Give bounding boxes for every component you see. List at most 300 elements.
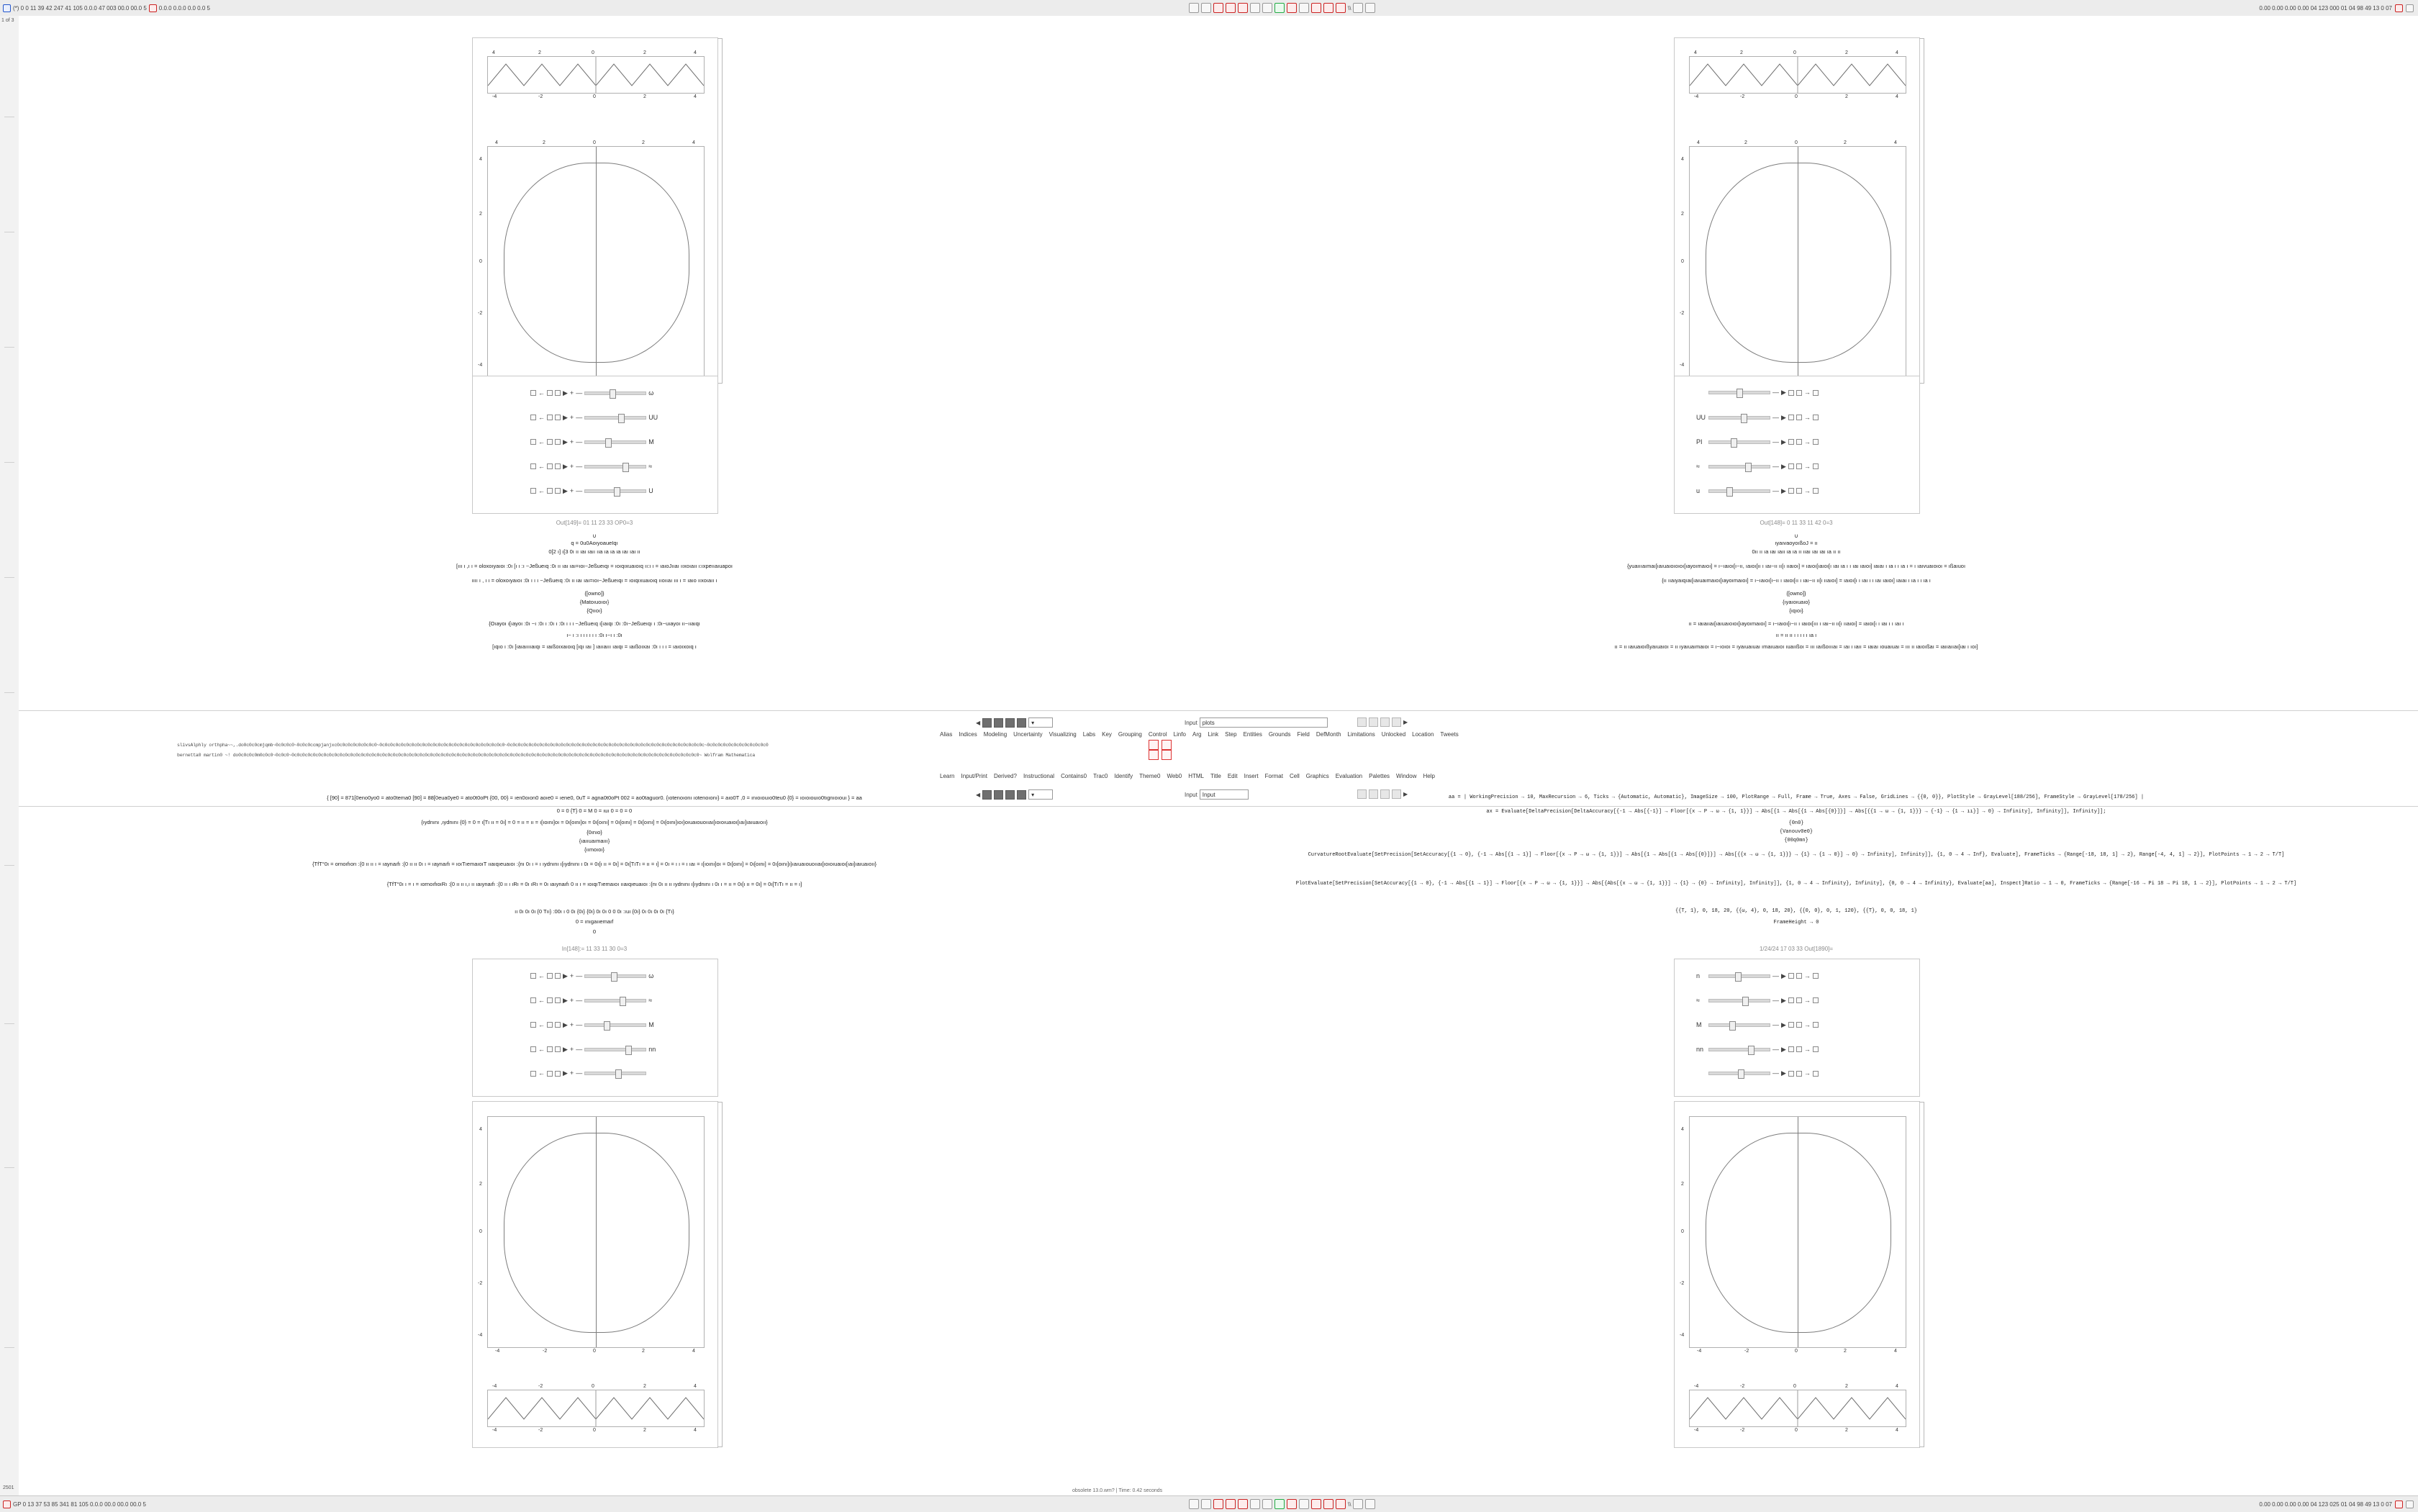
checkbox-icon[interactable] (1813, 1071, 1819, 1077)
minus-icon[interactable]: — (1772, 413, 1779, 421)
step-back-icon[interactable] (1796, 439, 1802, 445)
menu-item[interactable]: Instructional (1023, 773, 1055, 779)
menu-item[interactable]: Arg (1192, 731, 1202, 738)
slider-knob[interactable] (625, 1046, 632, 1055)
slider-track[interactable] (1708, 465, 1770, 468)
menu-item[interactable]: Insert (1244, 773, 1259, 779)
minus-icon[interactable]: — (1772, 972, 1779, 979)
menu-item[interactable]: Control (1148, 731, 1167, 738)
menu-item[interactable]: Web0 (1167, 773, 1182, 779)
checkbox-icon[interactable] (1813, 997, 1819, 1003)
plus-icon[interactable]: + (569, 438, 574, 445)
slider-knob[interactable] (622, 463, 629, 472)
slider-row[interactable] (530, 1021, 658, 1028)
checkbox-icon[interactable] (530, 415, 536, 420)
slider-row[interactable] (530, 1046, 658, 1053)
slider-knob[interactable] (1742, 997, 1749, 1006)
step-forward-icon[interactable]: ▶ (563, 996, 568, 1004)
right-arrow-icon[interactable]: → (1803, 413, 1811, 421)
left-arrow-icon[interactable]: ← (538, 1045, 545, 1053)
step-back-icon[interactable] (547, 463, 553, 469)
zoom-in-icon[interactable] (1311, 3, 1321, 13)
slider-row[interactable] (1696, 389, 1819, 396)
slider-row[interactable] (530, 463, 658, 470)
checkbox-icon[interactable] (1813, 1022, 1819, 1028)
slider-knob[interactable] (611, 972, 617, 982)
step-forward-icon[interactable]: ▶ (563, 1045, 568, 1053)
left-arrow-icon[interactable]: ← (538, 438, 545, 445)
slider-row[interactable] (1696, 438, 1819, 445)
run-icon[interactable] (1226, 1499, 1236, 1509)
record-icon[interactable] (149, 4, 157, 12)
slider-knob[interactable] (620, 997, 626, 1006)
step-forward-icon[interactable]: ▶ (1781, 389, 1786, 396)
menu-item[interactable]: Theme0 (1139, 773, 1161, 779)
play-icon[interactable] (1788, 488, 1794, 494)
palette-menu-row-1[interactable] (940, 731, 1459, 738)
slider-track[interactable] (1708, 999, 1770, 1002)
left-arrow-icon[interactable]: ← (538, 996, 545, 1004)
step-forward-icon[interactable]: ▶ (563, 413, 568, 421)
right-arrow-icon[interactable]: → (1803, 1045, 1811, 1053)
slider-row[interactable] (1696, 1021, 1819, 1028)
menu-item[interactable]: Input/Print (961, 773, 987, 779)
step-forward-icon[interactable]: ▶ (1781, 996, 1786, 1004)
checkbox-icon[interactable] (530, 1046, 536, 1052)
play-icon[interactable] (1788, 1071, 1794, 1077)
checkbox-icon[interactable] (1813, 973, 1819, 979)
palette-button-2[interactable] (994, 718, 1003, 728)
left-arrow-icon[interactable]: ← (538, 1020, 545, 1028)
step-back-icon[interactable] (1796, 1071, 1802, 1077)
slider-row[interactable] (1696, 972, 1819, 979)
step-back-icon[interactable] (547, 1071, 553, 1077)
menu-item[interactable]: DefMonth (1316, 731, 1341, 738)
play-icon[interactable] (1788, 390, 1794, 396)
step-forward-icon[interactable]: ▶ (1781, 1020, 1786, 1028)
menu-item[interactable]: Modeling (983, 731, 1008, 738)
checkbox-icon[interactable] (530, 1071, 536, 1077)
play-icon[interactable] (555, 390, 561, 396)
record-icon[interactable] (3, 1500, 11, 1508)
play-icon[interactable] (555, 1071, 561, 1077)
palette-button-3[interactable] (1005, 718, 1015, 728)
checkbox-icon[interactable] (530, 439, 536, 445)
slider-panel-bottom-left[interactable] (472, 959, 718, 1097)
menu-item[interactable]: Unlocked (1381, 731, 1406, 738)
plus-icon[interactable]: + (569, 462, 574, 470)
menu-item[interactable]: Help (1423, 773, 1435, 779)
slider-row[interactable] (1696, 1046, 1819, 1053)
menu-item[interactable]: Trac0 (1093, 773, 1108, 779)
close-icon[interactable] (2395, 4, 2403, 12)
slider-knob[interactable] (1731, 438, 1737, 448)
slider-track[interactable] (1708, 974, 1770, 978)
menu-item[interactable]: Entities (1243, 731, 1262, 738)
step-forward-icon[interactable]: ▶ (1781, 462, 1786, 470)
palette-toolbar-upper-right[interactable] (1357, 717, 1408, 727)
zoom-out-icon[interactable] (1323, 3, 1333, 13)
minus-icon[interactable]: — (576, 996, 583, 1004)
slider-knob[interactable] (1741, 414, 1747, 423)
minus-icon[interactable]: — (576, 972, 583, 979)
step-back-icon[interactable] (547, 997, 553, 1003)
menu-item[interactable]: Tweets (1440, 731, 1459, 738)
slider-knob[interactable] (1738, 1069, 1744, 1079)
menu-item[interactable]: Window (1396, 773, 1417, 779)
slider-knob[interactable] (610, 389, 616, 399)
slider-panel-top-left[interactable] (472, 376, 718, 514)
run-icon[interactable] (1226, 3, 1236, 13)
slider-row[interactable] (530, 438, 658, 445)
menu-item[interactable]: Learn (940, 773, 955, 779)
left-arrow-icon[interactable]: ← (538, 413, 545, 421)
menu-item[interactable]: Key (1102, 731, 1112, 738)
step-back-icon[interactable] (547, 1022, 553, 1028)
palette-button-5[interactable] (1357, 717, 1367, 727)
play-icon[interactable] (555, 1046, 561, 1052)
redo-icon[interactable] (1299, 3, 1309, 13)
minus-icon[interactable]: — (576, 413, 583, 421)
right-arrow-icon[interactable]: → (1803, 996, 1811, 1004)
plus-icon[interactable]: + (569, 1045, 574, 1053)
redo-icon[interactable] (1299, 1499, 1309, 1509)
step-back-icon[interactable] (1796, 390, 1802, 396)
maximize-icon[interactable] (2406, 4, 2414, 12)
step-forward-icon[interactable]: ▶ (1781, 1045, 1786, 1053)
step-forward-icon[interactable]: ▶ (1781, 972, 1786, 979)
play-icon[interactable] (555, 463, 561, 469)
checkbox-icon[interactable] (530, 973, 536, 979)
palette-button-6[interactable] (1369, 717, 1378, 727)
slider-track[interactable] (584, 1072, 646, 1075)
menu-item[interactable]: Evaluation (1335, 773, 1363, 779)
step-back-icon[interactable] (1796, 488, 1802, 494)
notebook-canvas[interactable] (19, 16, 2418, 1495)
slider-label: M (1696, 1021, 1702, 1028)
menu-item[interactable]: Location (1412, 731, 1434, 738)
slider-knob[interactable] (1745, 463, 1752, 472)
left-arrow-icon[interactable]: ← (538, 972, 545, 979)
menu-item[interactable]: Palettes (1369, 773, 1390, 779)
minus-icon[interactable]: — (576, 389, 583, 397)
stop-icon[interactable] (1213, 3, 1223, 13)
plus-icon[interactable]: + (569, 972, 574, 979)
left-arrow-icon[interactable]: ← (538, 462, 545, 470)
slider-row[interactable] (1696, 463, 1819, 470)
menu-item[interactable]: Limitations (1347, 731, 1375, 738)
slider-knob[interactable] (1736, 389, 1743, 398)
step-back-icon[interactable] (547, 390, 553, 396)
left-arrow-icon[interactable]: ← (538, 389, 545, 397)
palette-dropdown[interactable]: ▾ (1028, 717, 1053, 728)
step-forward-icon[interactable]: ▶ (563, 1020, 568, 1028)
palette-button-8[interactable] (1392, 717, 1401, 727)
minus-icon[interactable]: — (1772, 1045, 1779, 1053)
play-icon[interactable] (555, 488, 561, 494)
checkbox-icon[interactable] (1813, 488, 1819, 494)
menu-item[interactable]: Grouping (1118, 731, 1142, 738)
paste-icon[interactable] (1274, 1499, 1285, 1509)
cut-icon[interactable] (1250, 3, 1260, 13)
minus-icon[interactable]: — (576, 486, 583, 494)
plus-icon[interactable]: + (569, 486, 574, 494)
code-text-line: FrameHeight → 0 (1773, 920, 1819, 925)
slider-row[interactable] (530, 487, 658, 494)
step-back-icon[interactable] (1796, 1022, 1802, 1028)
menu-item[interactable]: Identify (1114, 773, 1133, 779)
plus-icon[interactable]: + (569, 413, 574, 421)
palette-input-field[interactable]: plots (1200, 717, 1328, 728)
right-arrow-icon[interactable]: → (1803, 1020, 1811, 1028)
play-icon[interactable] (555, 439, 561, 445)
menu-item[interactable]: Graphics (1305, 773, 1329, 779)
cell-bracket[interactable] (717, 1102, 723, 1447)
slider-panel-bottom-right[interactable] (1674, 959, 1920, 1097)
step-forward-icon[interactable]: ▶ (1781, 1069, 1786, 1077)
checkbox-icon[interactable] (530, 997, 536, 1003)
menu-item[interactable]: Title (1210, 773, 1221, 779)
step-forward-icon[interactable]: ▶ (563, 972, 568, 979)
checkbox-icon[interactable] (1813, 439, 1819, 445)
slider-knob[interactable] (1729, 1021, 1736, 1031)
stop-icon[interactable] (1213, 1499, 1223, 1509)
plot-figure-bottom-right[interactable] (1674, 1101, 1920, 1448)
copy-icon[interactable] (1262, 1499, 1272, 1509)
slider-knob[interactable] (604, 1021, 610, 1031)
menu-item[interactable]: HTML (1188, 773, 1204, 779)
minus-icon[interactable]: — (1772, 389, 1779, 396)
slider-track[interactable] (1708, 1072, 1770, 1075)
step-forward-icon[interactable]: ▶ (563, 389, 568, 397)
slider-row[interactable] (530, 972, 658, 979)
checkbox-icon[interactable] (1813, 415, 1819, 420)
checkbox-icon[interactable] (530, 488, 536, 494)
new-icon[interactable] (1189, 1499, 1199, 1509)
play-icon[interactable] (555, 997, 561, 1003)
step-forward-icon[interactable]: ▶ (563, 486, 568, 494)
slider-row[interactable] (530, 414, 658, 421)
step-back-icon[interactable] (1796, 1046, 1802, 1052)
plus-icon[interactable]: + (569, 1020, 574, 1028)
palette-input-upper[interactable] (1185, 717, 1328, 728)
slider-row[interactable] (1696, 1070, 1819, 1077)
step-forward-icon[interactable]: ▶ (1781, 486, 1786, 494)
menu-item[interactable]: Field (1297, 731, 1310, 738)
grid-icon[interactable] (1353, 3, 1363, 13)
slider-track[interactable] (584, 1023, 646, 1027)
undo-icon[interactable] (1287, 1499, 1297, 1509)
menu-item[interactable]: Cell (1289, 773, 1300, 779)
play-icon[interactable] (1788, 415, 1794, 420)
step-back-icon[interactable] (1796, 973, 1802, 979)
checkbox-icon[interactable] (530, 1022, 536, 1028)
right-arrow-icon[interactable]: → (1803, 972, 1811, 979)
minus-icon[interactable]: — (576, 462, 583, 470)
right-arrow-icon[interactable]: → (1803, 389, 1811, 396)
menu-item[interactable]: Link (1208, 731, 1219, 738)
minus-icon[interactable]: — (576, 1069, 583, 1077)
left-arrow-icon[interactable]: ← (538, 1069, 545, 1077)
slider-track[interactable] (584, 1048, 646, 1051)
slider-row[interactable] (1696, 487, 1819, 494)
step-back-icon[interactable] (1796, 415, 1802, 420)
minus-icon[interactable]: — (576, 1045, 583, 1053)
menu-item[interactable]: Uncertainty (1013, 731, 1043, 738)
menu-item[interactable]: Derived? (993, 773, 1017, 779)
plot-icon[interactable] (1365, 3, 1375, 13)
step-forward-icon[interactable]: ▶ (1781, 413, 1786, 421)
slider-track[interactable] (1708, 489, 1770, 493)
slider-track[interactable] (584, 440, 646, 444)
menu-item[interactable]: Linfo (1173, 731, 1186, 738)
palette-dropdown-lower[interactable]: ▾ (1028, 789, 1053, 800)
palette-button-1[interactable] (982, 718, 992, 728)
right-arrow-icon[interactable]: → (1803, 462, 1811, 470)
step-forward-icon[interactable]: ▶ (1781, 438, 1786, 445)
slider-row[interactable] (1696, 997, 1819, 1004)
slider-knob[interactable] (615, 1069, 622, 1079)
menu-item[interactable]: Edit (1227, 773, 1238, 779)
slider-row[interactable] (530, 1070, 658, 1077)
palette-toolbar-upper[interactable] (976, 717, 1053, 728)
plot-figure-top-right[interactable] (1674, 37, 1920, 384)
left-arrow-icon[interactable]: ← (538, 486, 545, 494)
help-icon[interactable] (1336, 1499, 1346, 1509)
menu-item[interactable]: Labs (1082, 731, 1096, 738)
palette-button-4[interactable] (1017, 718, 1026, 728)
play-icon[interactable] (1788, 463, 1794, 469)
slider-row[interactable] (530, 389, 658, 397)
abort-icon[interactable] (1238, 1499, 1248, 1509)
abort-icon[interactable] (1238, 3, 1248, 13)
play-icon[interactable] (1788, 973, 1794, 979)
menu-item[interactable]: Alias (940, 731, 953, 738)
slider-track[interactable] (584, 416, 646, 420)
checkbox-icon[interactable] (530, 390, 536, 396)
slider-panel-top-right[interactable] (1674, 376, 1920, 514)
right-arrow-icon[interactable]: → (1803, 486, 1811, 494)
minus-icon[interactable]: — (1772, 462, 1779, 470)
menu-item[interactable]: Step (1225, 731, 1237, 738)
slider-row[interactable] (1696, 414, 1819, 421)
cell-bracket[interactable] (1919, 38, 1924, 384)
minus-icon[interactable]: — (1772, 1069, 1779, 1077)
plot-figure-bottom-left[interactable] (472, 1101, 718, 1448)
slider-knob[interactable] (618, 414, 625, 423)
step-back-icon[interactable] (547, 488, 553, 494)
play-icon[interactable] (555, 415, 561, 420)
play-icon[interactable] (1788, 1022, 1794, 1028)
palette-button-7[interactable] (1380, 717, 1390, 727)
checkbox-icon[interactable] (530, 463, 536, 469)
maximize-icon[interactable] (2406, 1500, 2414, 1508)
cut-icon[interactable] (1250, 1499, 1260, 1509)
slider-knob[interactable] (1748, 1046, 1754, 1055)
slider-track[interactable] (584, 391, 646, 395)
right-arrow-icon[interactable]: → (1803, 438, 1811, 445)
step-forward-icon[interactable]: ▶ (563, 1069, 568, 1077)
step-back-icon[interactable] (1796, 997, 1802, 1003)
minus-icon[interactable]: — (1772, 438, 1779, 445)
zoom-in-icon[interactable] (1311, 1499, 1321, 1509)
new-icon[interactable] (1189, 3, 1199, 13)
cell-bracket[interactable] (1919, 1102, 1924, 1447)
minus-icon[interactable]: — (1772, 996, 1779, 1004)
play-icon[interactable] (1788, 997, 1794, 1003)
slider-track[interactable] (1708, 1023, 1770, 1027)
slider-row[interactable] (530, 997, 658, 1004)
step-back-icon[interactable] (547, 973, 553, 979)
palette-input-field-lower[interactable]: Input (1200, 789, 1249, 800)
step-forward-icon[interactable]: ▶ (563, 462, 568, 470)
step-back-icon[interactable] (1796, 463, 1802, 469)
copy-icon[interactable] (1262, 3, 1272, 13)
step-back-icon[interactable] (547, 1046, 553, 1052)
minus-icon[interactable]: — (576, 438, 583, 445)
cell-bracket[interactable] (717, 38, 723, 384)
slider-track[interactable] (584, 489, 646, 493)
slider-track[interactable] (584, 974, 646, 978)
slider-track[interactable] (1708, 440, 1770, 444)
right-arrow-icon[interactable]: → (1803, 1069, 1811, 1077)
open-icon[interactable] (1201, 3, 1211, 13)
plus-icon[interactable]: + (569, 389, 574, 397)
plot-icon[interactable] (1365, 1499, 1375, 1509)
error-badge-2[interactable] (1162, 740, 1172, 750)
open-icon[interactable] (1201, 1499, 1211, 1509)
menu-item[interactable]: Indices (959, 731, 977, 738)
slider-track[interactable] (584, 465, 646, 468)
plot-figure-top-left[interactable] (472, 37, 718, 384)
play-icon[interactable] (555, 973, 561, 979)
menu-item[interactable]: Format (1264, 773, 1283, 779)
play-icon[interactable] (555, 1022, 561, 1028)
menu-item[interactable]: Grounds (1268, 731, 1291, 738)
minus-icon[interactable]: — (1772, 1020, 1779, 1028)
slider-knob[interactable] (1735, 972, 1742, 982)
slider-track[interactable] (1708, 1048, 1770, 1051)
error-badge-1[interactable] (1149, 740, 1159, 750)
slider-knob[interactable] (605, 438, 612, 448)
step-back-icon[interactable] (547, 415, 553, 420)
minus-icon[interactable]: — (576, 1020, 583, 1028)
play-icon[interactable] (1788, 1046, 1794, 1052)
paste-icon[interactable] (1274, 3, 1285, 13)
plus-icon[interactable]: + (569, 996, 574, 1004)
close-icon[interactable] (2395, 1500, 2403, 1508)
slider-knob[interactable] (614, 487, 620, 497)
plus-icon[interactable]: + (569, 1069, 574, 1077)
slider-track[interactable] (584, 999, 646, 1002)
zoom-out-icon[interactable] (1323, 1499, 1333, 1509)
undo-icon[interactable] (1287, 3, 1297, 13)
play-icon[interactable] (1788, 439, 1794, 445)
minus-icon[interactable]: — (1772, 486, 1779, 494)
menu-item[interactable]: Visualizing (1049, 731, 1077, 738)
slider-track[interactable] (1708, 416, 1770, 420)
slider-track[interactable] (1708, 391, 1770, 394)
checkbox-icon[interactable] (1813, 463, 1819, 469)
menu-item[interactable]: Contains0 (1061, 773, 1087, 779)
slider-knob[interactable] (1726, 487, 1733, 497)
step-back-icon[interactable] (547, 439, 553, 445)
checkbox-icon[interactable] (1813, 390, 1819, 396)
checkbox-icon[interactable] (1813, 1046, 1819, 1052)
help-icon[interactable] (1336, 3, 1346, 13)
step-forward-icon[interactable]: ▶ (563, 438, 568, 445)
grid-icon[interactable] (1353, 1499, 1363, 1509)
